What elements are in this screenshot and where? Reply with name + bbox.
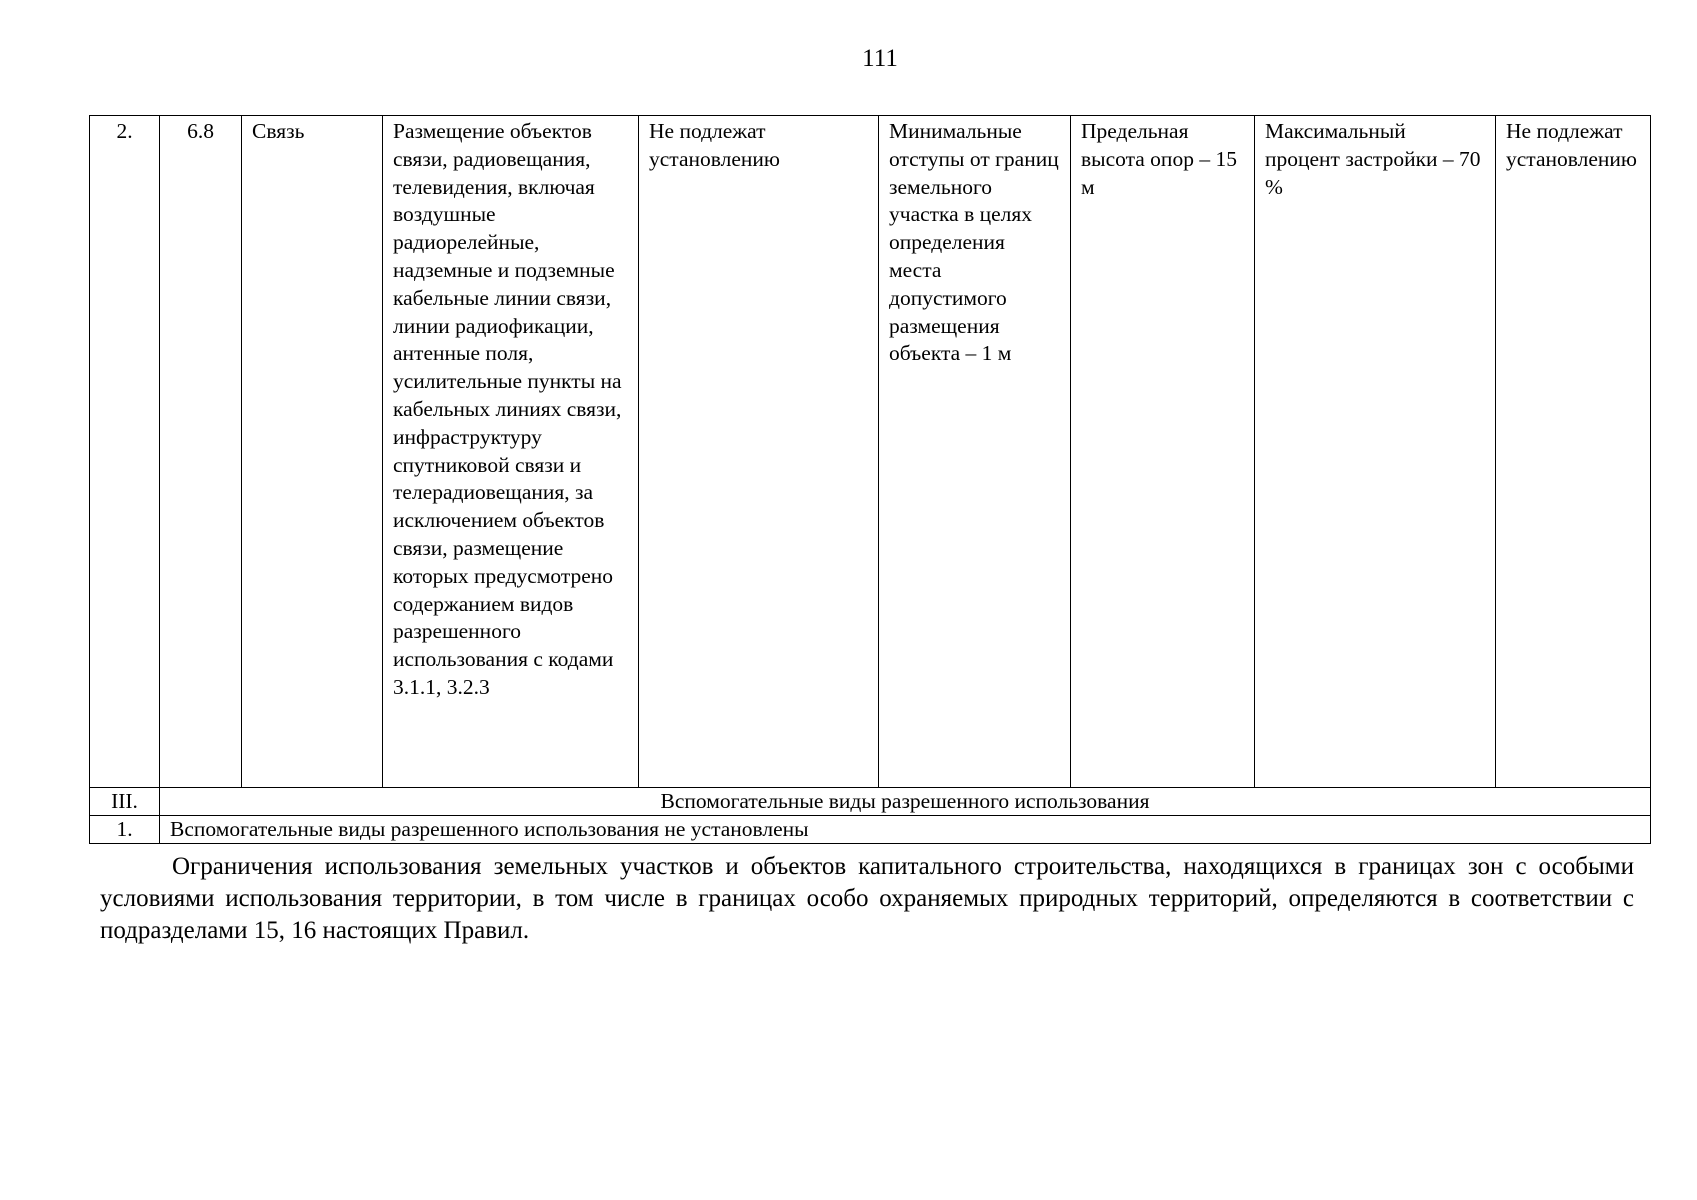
row-index: 1.	[90, 816, 160, 844]
use-code: 6.8	[160, 116, 242, 788]
height-limit-cell: Предельная высота опор – 15 м	[1071, 116, 1255, 788]
other-params-cell: Не подлежат установлению	[1496, 116, 1651, 788]
setbacks-cell: Минимальные отступы от границ земельного участка в целях определения места допустимого размещения объекта – 1 м	[879, 116, 1071, 788]
section-title: Вспомогательные виды разрешенного использования	[160, 788, 1651, 816]
plot-size-cell: Не подлежат установлению	[639, 116, 879, 788]
row-index: 2.	[90, 116, 160, 788]
info-text: Вспомогательные виды разрешенного использования не установлены	[160, 816, 1651, 844]
use-description: Размещение объектов связи, радиовещания, телевидения, включая воздушные радиорелейные, надземные и подземные кабельные линии связи, линии радиофикации, антенные поля, усилительные пункты на кабельных линиях связи, инфраструктуру спутниковой связи и телерадиовещания, за исключением объектов связи, размещение которых предусмотрено содержанием видов разрешенного использования с кодами 3.1.1, 3.2.3	[383, 116, 639, 788]
land-use-table	[89, 115, 1651, 844]
table-row	[90, 116, 1651, 788]
table-row	[90, 816, 1651, 844]
page-number: 111	[862, 45, 898, 72]
section-header-row	[90, 788, 1651, 816]
coverage-cell: Максимальный процент застройки – 70 %	[1255, 116, 1496, 788]
use-name: Связь	[242, 116, 383, 788]
restrictions-note: Ограничения использования земельных участков и объектов капитального строительства, находящихся в границах зон с особыми условиями использования территории, в том числе в границах особо охраняемых природных территорий, определяются в соответствии с подразделами 15, 16 настоящих Правил.	[100, 853, 1634, 944]
section-index: III.	[90, 788, 160, 816]
